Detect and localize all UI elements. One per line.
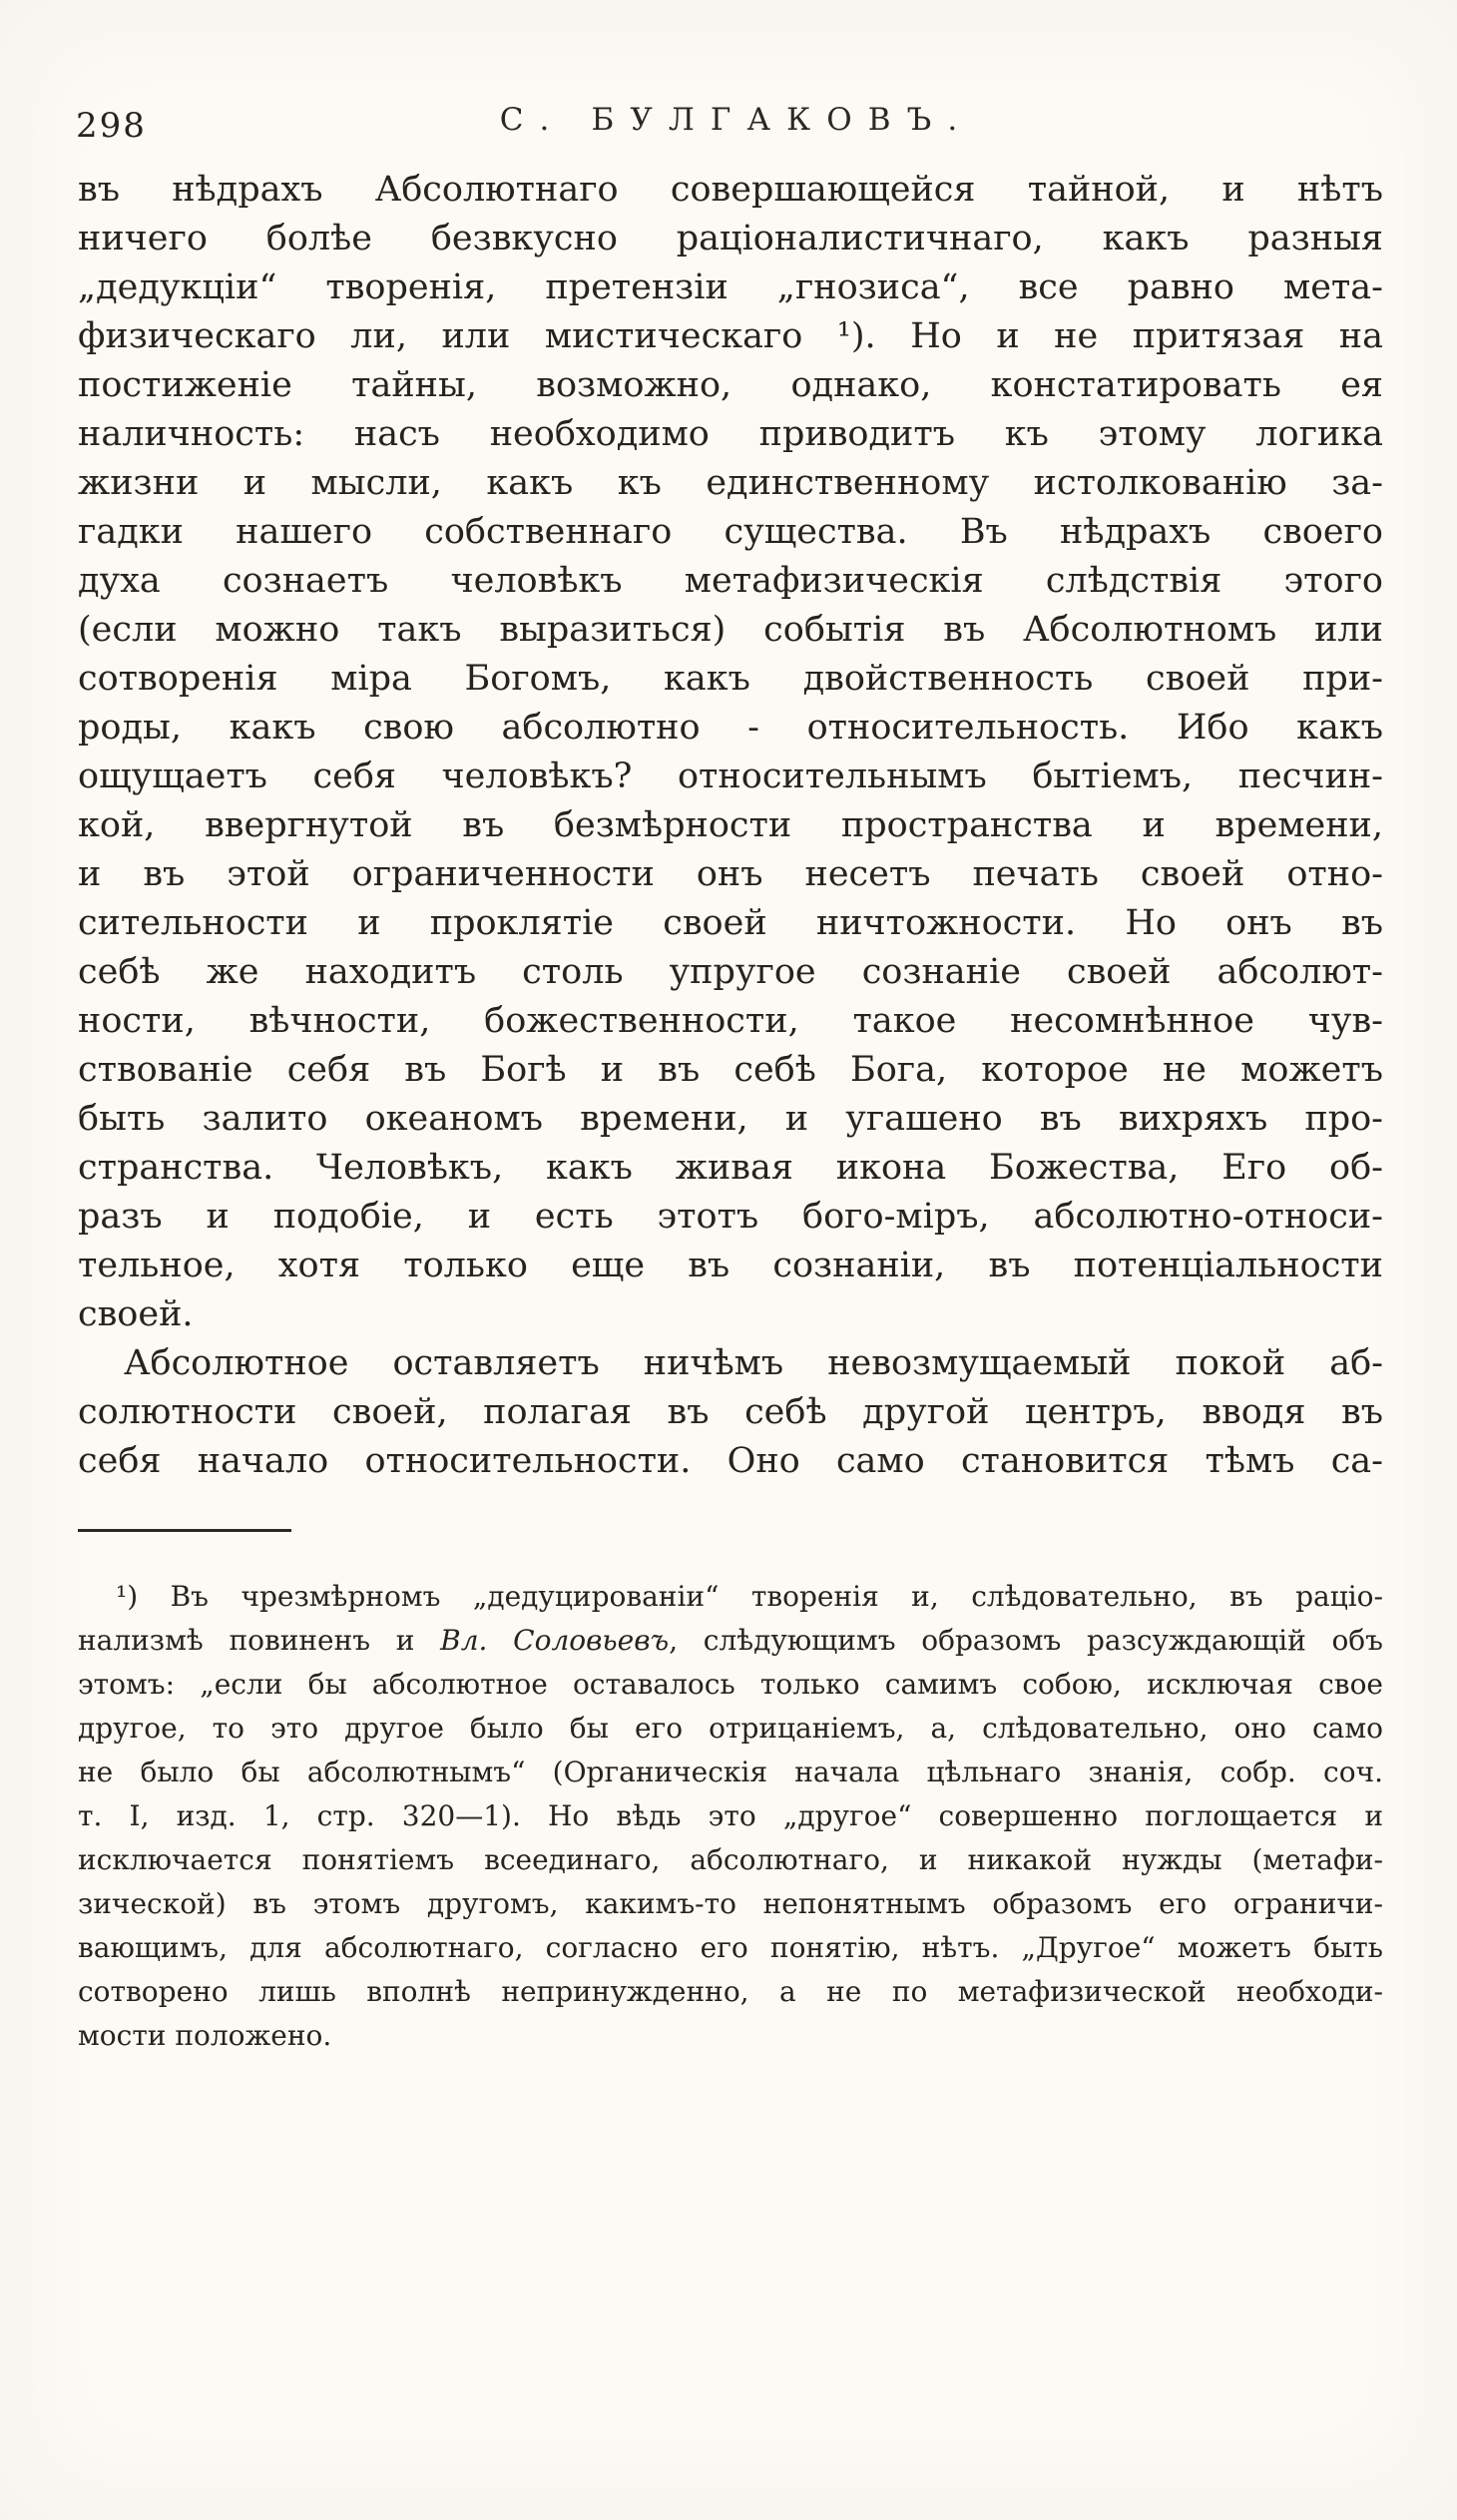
text-line: физическаго ли, или мистическаго ¹). Но и не притязая на <box>78 316 1383 356</box>
text-line: странства. Человѣкъ, какъ живая икона Божества, Его об- <box>78 1148 1383 1188</box>
text-line: себя начало относительности. Оно само становится тѣмъ са- <box>78 1441 1383 1481</box>
text-line: роды, какъ свою абсолютно - относительность. Ибо какъ <box>78 708 1383 748</box>
footnote-line: этомъ: „если бы абсолютное оставалось только самимъ собою, исключая свое <box>78 1668 1383 1701</box>
text-line: постиженіе тайны, возможно, однако, констатировать ея <box>78 365 1383 405</box>
footnote <box>78 1575 1383 2058</box>
text-line: тельное, хотя только еще въ сознаніи, въ потенціальности <box>78 1246 1383 1285</box>
text-line: „дедукціи“ творенія, претензіи „гнозиса“, все равно мета- <box>78 267 1383 307</box>
text-line: разъ и подобіе, и есть этотъ бого-міръ, абсолютно-относи- <box>78 1197 1383 1237</box>
text-line: ничего болѣе безвкусно раціоналистичнаго, какъ разныя <box>78 219 1383 258</box>
text-line: быть залито океаномъ времени, и угашено въ вихряхъ про- <box>78 1099 1383 1139</box>
text-line: жизни и мысли, какъ къ единственному истолкованію за- <box>78 463 1383 503</box>
text-line: солютности своей, полагая въ себѣ другой центръ, вводя въ <box>78 1392 1383 1432</box>
running-title: С. БУЛГАКОВЪ. <box>499 102 974 138</box>
footnote-line: вающимъ, для абсолютнаго, согласно его понятію, нѣтъ. „Другое“ можетъ быть <box>78 1931 1383 1964</box>
footnote-line-segment: нализмѣ повиненъ и <box>78 1624 441 1657</box>
footnote-line <box>78 1619 1383 1663</box>
footnote-line: ¹) Въ чрезмѣрномъ „дедуцированіи“ творенія и, слѣдовательно, въ раціо- <box>116 1580 1383 1613</box>
footnote-line-segment: , слѣдующимъ образомъ разсуждающій объ <box>669 1624 1383 1657</box>
footnote-line: зической) въ этомъ другомъ, какимъ-то непонятнымъ образомъ его ограничи- <box>78 1887 1383 1920</box>
author-name: Вл. Соловьевъ <box>440 1624 670 1657</box>
text-line: ощущаетъ себя человѣкъ? относительнымъ бытіемъ, песчин- <box>78 756 1383 796</box>
footnote-line: т. I, изд. 1, стр. 320—1). Но вѣдь это „другое“ совершенно поглощается и <box>78 1799 1383 1832</box>
page-header <box>0 102 1457 154</box>
page-number: 298 <box>76 106 147 146</box>
footnote-line: исключается понятіемъ всеединаго, абсолютнаго, и никакой нужды (метафи- <box>78 1843 1383 1876</box>
text-line: сотворенія міра Богомъ, какъ двойственность своей при- <box>78 659 1383 699</box>
text-line: гадки нашего собственнаго существа. Въ нѣдрахъ своего <box>78 512 1383 552</box>
text-line: себѣ же находитъ столь упругое сознаніе своей абсолют- <box>78 952 1383 992</box>
footnote-line: не было бы абсолютнымъ“ (Органическія начала цѣльнаго знанія, собр. соч. <box>78 1756 1383 1788</box>
footnote-line: мости положено. <box>78 2019 332 2052</box>
footnote-divider <box>78 1529 291 1532</box>
text-line: кой, ввергнутой въ безмѣрности пространства и времени, <box>78 805 1383 845</box>
text-line: наличность: насъ необходимо приводитъ къ этому логика <box>78 414 1383 454</box>
text-line: ности, вѣчности, божественности, такое несомнѣнное чув- <box>78 1001 1383 1041</box>
text-line: Абсолютное оставляетъ ничѣмъ невозмущаемый покой аб- <box>124 1343 1383 1383</box>
text-line: въ нѣдрахъ Абсолютнаго совершающейся тайной, и нѣтъ <box>78 170 1383 210</box>
text-line: своей. <box>78 1294 194 1334</box>
text-line: и въ этой ограниченности онъ несетъ печать своей отно- <box>78 854 1383 894</box>
text-line: ствованіе себя въ Богѣ и въ себѣ Бога, которое не можетъ <box>78 1050 1383 1090</box>
body-text <box>78 166 1383 1486</box>
text-line: сительности и проклятіе своей ничтожности. Но онъ въ <box>78 903 1383 943</box>
footnote-line: сотворено лишь вполнѣ непринужденно, а не по метафизической необходи- <box>78 1975 1383 2008</box>
footnote-line: другое, то это другое было бы его отрицаніемъ, а, слѣдовательно, оно само <box>78 1712 1383 1745</box>
text-line: духа сознаетъ человѣкъ метафизическія слѣдствія этого <box>78 561 1383 601</box>
text-line: (если можно такъ выразиться) событія въ Абсолютномъ или <box>78 610 1383 650</box>
